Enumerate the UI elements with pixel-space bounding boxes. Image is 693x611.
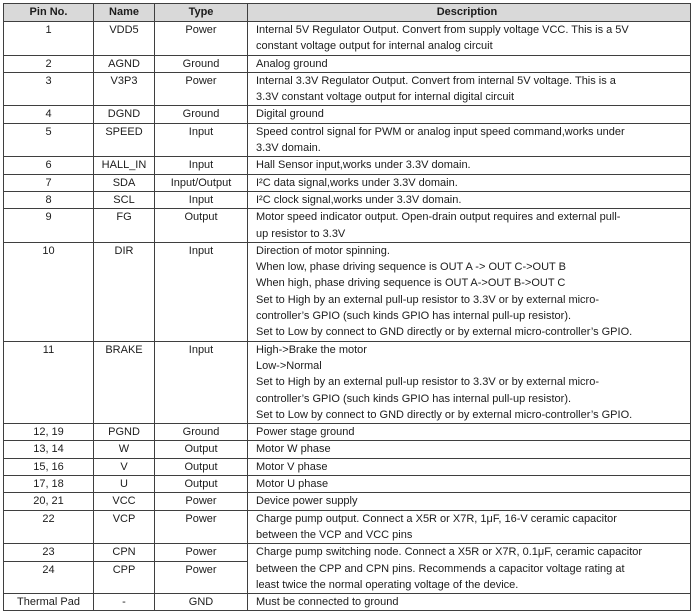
pin-cell: Thermal Pad [4, 594, 94, 611]
pin-cell: 23 [4, 544, 94, 561]
description-line: Internal 3.3V Regulator Output. Convert from internal 5V voltage. This is a [256, 74, 616, 87]
pin-cell: 2 [4, 55, 94, 72]
description-cell [248, 174, 691, 191]
name-cell: VCP [94, 510, 155, 544]
table-row [4, 157, 691, 174]
description-line: Charge pump output. Connect a X5R or X7R, 1μF, 16-V ceramic capacitor [256, 512, 617, 525]
description-line: Speed control signal for PWM or analog input speed command,works under [256, 125, 625, 138]
description-line: Set to Low by connect to GND directly or by external micro-controller’s GPIO. [256, 326, 633, 339]
description-cell [248, 191, 691, 208]
table-row [4, 123, 691, 157]
description-cell [248, 22, 691, 56]
description-cell [248, 123, 691, 157]
pin-cell: 20, 21 [4, 493, 94, 510]
type-cell: GND [155, 594, 248, 611]
table-row [4, 174, 691, 191]
name-cell: BRAKE [94, 341, 155, 423]
pin-assignment-table [3, 3, 691, 611]
type-cell: Output [155, 476, 248, 493]
table-row [4, 106, 691, 123]
description-cell [248, 544, 691, 594]
type-cell: Input [155, 191, 248, 208]
description-line: Charge pump switching node. Connect a X5R or X7R, 0.1μF, ceramic capacitor [256, 546, 643, 559]
description-line: controller’s GPIO (such kinds GPIO has internal pull-up resistor). [256, 310, 572, 323]
type-cell: Output [155, 458, 248, 475]
name-cell: V3P3 [94, 72, 155, 106]
name-cell: SCL [94, 191, 155, 208]
pin-cell: 9 [4, 209, 94, 243]
description-cell [248, 594, 691, 611]
table-row [4, 458, 691, 475]
table-row [4, 544, 691, 561]
type-cell: Ground [155, 106, 248, 123]
type-cell: Input/Output [155, 174, 248, 191]
type-cell: Power [155, 561, 248, 594]
description-cell [248, 476, 691, 493]
description-line: Motor W phase [256, 443, 331, 456]
table-row [4, 22, 691, 56]
name-cell: U [94, 476, 155, 493]
pin-cell: 8 [4, 191, 94, 208]
description-line: between the VCP and VCC pins [256, 528, 413, 541]
description-line: Internal 5V Regulator Output. Convert from supply voltage VCC. This is a 5V [256, 24, 629, 36]
description-line: Hall Sensor input,works under 3.3V domain. [256, 159, 471, 172]
description-line: High->Brake the motor [256, 343, 367, 356]
description-line: Digital ground [256, 108, 324, 121]
table-row [4, 209, 691, 243]
type-cell: Power [155, 510, 248, 544]
description-line: Set to High by an external pull-up resistor to 3.3V or by external micro- [256, 376, 599, 389]
pin-cell: 24 [4, 561, 94, 594]
header-cell-description: Description [248, 4, 691, 22]
description-cell [248, 106, 691, 123]
name-cell: W [94, 441, 155, 458]
description-line: Motor U phase [256, 478, 329, 491]
description-line: Set to Low by connect to GND directly or by external micro-controller’s GPIO. [256, 408, 633, 421]
pin-cell: 4 [4, 106, 94, 123]
pin-cell: 22 [4, 510, 94, 544]
description-line: 3.3V constant voltage output for internal digital circuit [256, 91, 515, 104]
pin-cell: 1 [4, 22, 94, 56]
type-cell: Power [155, 22, 248, 56]
table-header [4, 4, 691, 22]
type-cell: Output [155, 209, 248, 243]
table-row [4, 510, 691, 544]
type-cell: Output [155, 441, 248, 458]
name-cell: VCC [94, 493, 155, 510]
type-cell: Power [155, 493, 248, 510]
description-cell [248, 341, 691, 423]
type-cell: Power [155, 544, 248, 561]
pin-cell: 15, 16 [4, 458, 94, 475]
description-line: I²C clock signal,works under 3.3V domain. [256, 193, 462, 206]
description-line: When low, phase driving sequence is OUT A -> OUT C->OUT B [256, 261, 566, 274]
type-cell: Power [155, 72, 248, 106]
description-line: Power stage ground [256, 426, 355, 439]
pin-table-body [4, 22, 691, 611]
pin-cell: 11 [4, 341, 94, 423]
description-line: When high, phase driving sequence is OUT A->OUT B->OUT C [256, 277, 566, 290]
table-header-row [4, 4, 691, 22]
description-line: up resistor to 3.3V [256, 227, 346, 240]
description-line: Device power supply [256, 495, 358, 508]
header-cell-name: Name [94, 4, 155, 22]
description-line: constant voltage output for internal analog circuit [256, 40, 493, 53]
type-cell: Ground [155, 55, 248, 72]
table-row [4, 441, 691, 458]
name-cell: SDA [94, 174, 155, 191]
table-row [4, 493, 691, 510]
table-row [4, 476, 691, 493]
pin-cell: 3 [4, 72, 94, 106]
name-cell: PGND [94, 424, 155, 441]
description-line: Must be connected to ground [256, 596, 399, 609]
table-row [4, 424, 691, 441]
pin-cell: 12, 19 [4, 424, 94, 441]
description-cell [248, 157, 691, 174]
name-cell: FG [94, 209, 155, 243]
description-cell [248, 72, 691, 106]
description-cell [248, 458, 691, 475]
description-cell [248, 510, 691, 544]
description-line: Direction of motor spinning. [256, 244, 390, 257]
name-cell: CPN [94, 544, 155, 561]
description-cell [248, 493, 691, 510]
table-row [4, 341, 691, 423]
description-cell [248, 424, 691, 441]
table-row [4, 191, 691, 208]
description-cell [248, 441, 691, 458]
description-line: 3.3V domain. [256, 142, 321, 155]
description-cell [248, 209, 691, 243]
table-row [4, 72, 691, 106]
header-cell-pin-no: Pin No. [4, 4, 94, 22]
pin-cell: 13, 14 [4, 441, 94, 458]
type-cell: Input [155, 242, 248, 341]
pin-cell: 7 [4, 174, 94, 191]
pin-cell: 5 [4, 123, 94, 157]
name-cell: CPP [94, 561, 155, 594]
type-cell: Input [155, 123, 248, 157]
name-cell: DGND [94, 106, 155, 123]
name-cell: - [94, 594, 155, 611]
type-cell: Ground [155, 424, 248, 441]
table-row [4, 55, 691, 72]
table-row [4, 594, 691, 611]
description-line: between the CPP and CPN pins. Recommends a capacitor voltage rating at [256, 562, 625, 575]
description-line: controller’s GPIO (such kinds GPIO has internal pull-up resistor). [256, 392, 572, 405]
header-cell-type: Type [155, 4, 248, 22]
name-cell: SPEED [94, 123, 155, 157]
pin-cell: 6 [4, 157, 94, 174]
name-cell: AGND [94, 55, 155, 72]
pin-cell: 10 [4, 242, 94, 341]
description-line: Motor speed indicator output. Open-drain output requires and external pull- [256, 211, 621, 224]
description-line: least twice the normal operating voltage of the device. [256, 578, 519, 591]
table-row [4, 242, 691, 341]
name-cell: VDD5 [94, 22, 155, 56]
description-cell [248, 242, 691, 341]
description-line: Analog ground [256, 57, 328, 70]
name-cell: DIR [94, 242, 155, 341]
description-line: I²C data signal,works under 3.3V domain. [256, 176, 458, 189]
type-cell: Input [155, 157, 248, 174]
description-cell [248, 55, 691, 72]
type-cell: Input [155, 341, 248, 423]
pin-cell: 17, 18 [4, 476, 94, 493]
name-cell: HALL_IN [94, 157, 155, 174]
description-line: Low->Normal [256, 359, 322, 372]
description-line: Motor V phase [256, 460, 328, 473]
description-line: Set to High by an external pull-up resistor to 3.3V or by external micro- [256, 293, 599, 306]
name-cell: V [94, 458, 155, 475]
